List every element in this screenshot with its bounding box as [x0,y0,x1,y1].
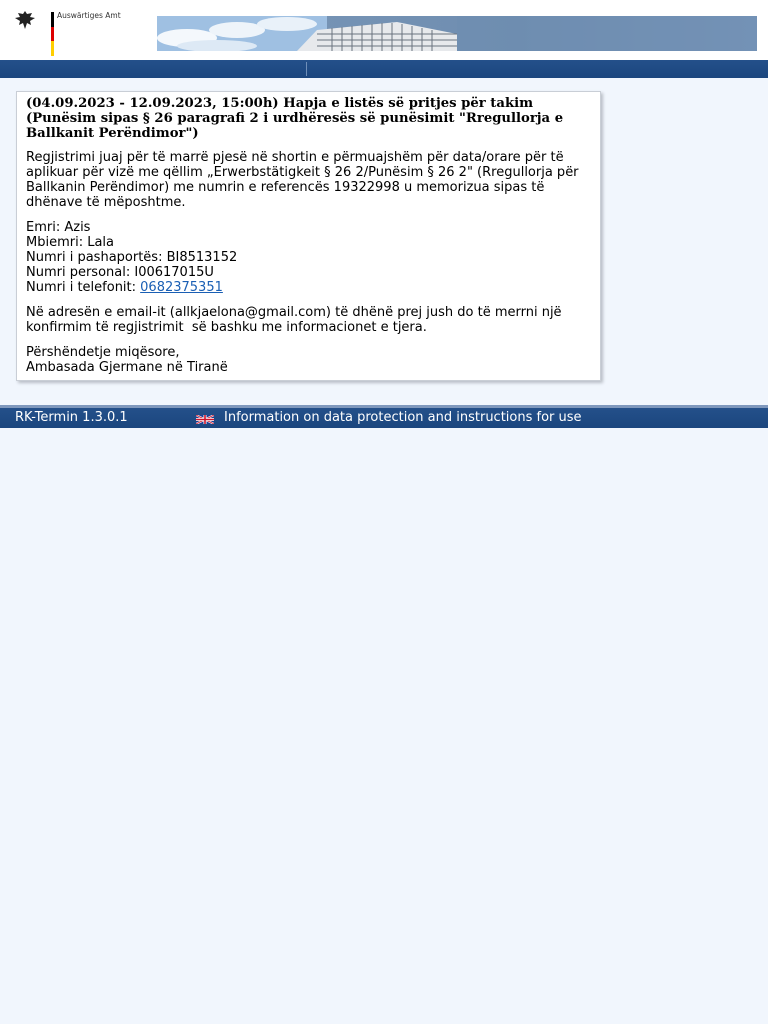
applicant-details [26,220,591,295]
confirmation-message-panel [16,91,601,381]
registration-intro: Regjistrimi juaj për të marrë pjesë në shortin e përmuajshëm për data/orare për të aplikuar për vizë me qëllim „Erwerbstätigkeit § 26 2/Punësim § 26 2" (Rregullorja për Ballkanin Perëndimor) me numrin e referencës 19322998 u memorizua sipas të dhënave të mëposhtme. [26,150,579,210]
email-confirmation-note: Në adresën e email-it (allkjaelona@gmail.com) të dhënë prej jush do të merrni një konfirmim të regjistrimit së bashku me informacionet e tjera. [26,305,566,335]
app-version: RK-Termin 1.3.0.1 [15,410,128,425]
uk-flag-icon[interactable] [196,415,214,424]
nav-separator [306,62,307,76]
personal-number: Numri personal: I00617015U [26,265,214,280]
phone-label: Numri i telefonit: [26,280,141,295]
phone-number-line [26,280,591,295]
ministry-logo[interactable] [14,8,134,52]
header-banner-image [157,16,757,51]
german-flag-stripe [51,12,54,56]
signature: Ambasada Gjermane në Tiranë [26,360,228,375]
ministry-name: Auswärtiges Amt [57,11,121,20]
phone-number-link[interactable]: 0682375351 [140,280,223,295]
footer-bar [0,405,768,428]
top-navigation-bar [0,60,768,78]
federal-eagle-icon [14,10,36,30]
first-name: Emri: Azis [26,220,91,235]
closing [26,345,591,375]
header [0,0,768,60]
greeting: Përshëndetje miqësore, [26,345,180,360]
message-title: (04.09.2023 - 12.09.2023, 15:00h) Hapja e listës së pritjes për takim (Punësim sipas § 26 paragrafi 2 i urdhëresës së punësimit "Rregullorja e Ballkanit Perëndimor") [26,96,564,141]
last-name: Mbiemri: Lala [26,235,114,250]
data-protection-link[interactable]: Information on data protection and instructions for use [224,410,582,425]
passport-number: Numri i pashaportës: BI8513152 [26,250,238,265]
